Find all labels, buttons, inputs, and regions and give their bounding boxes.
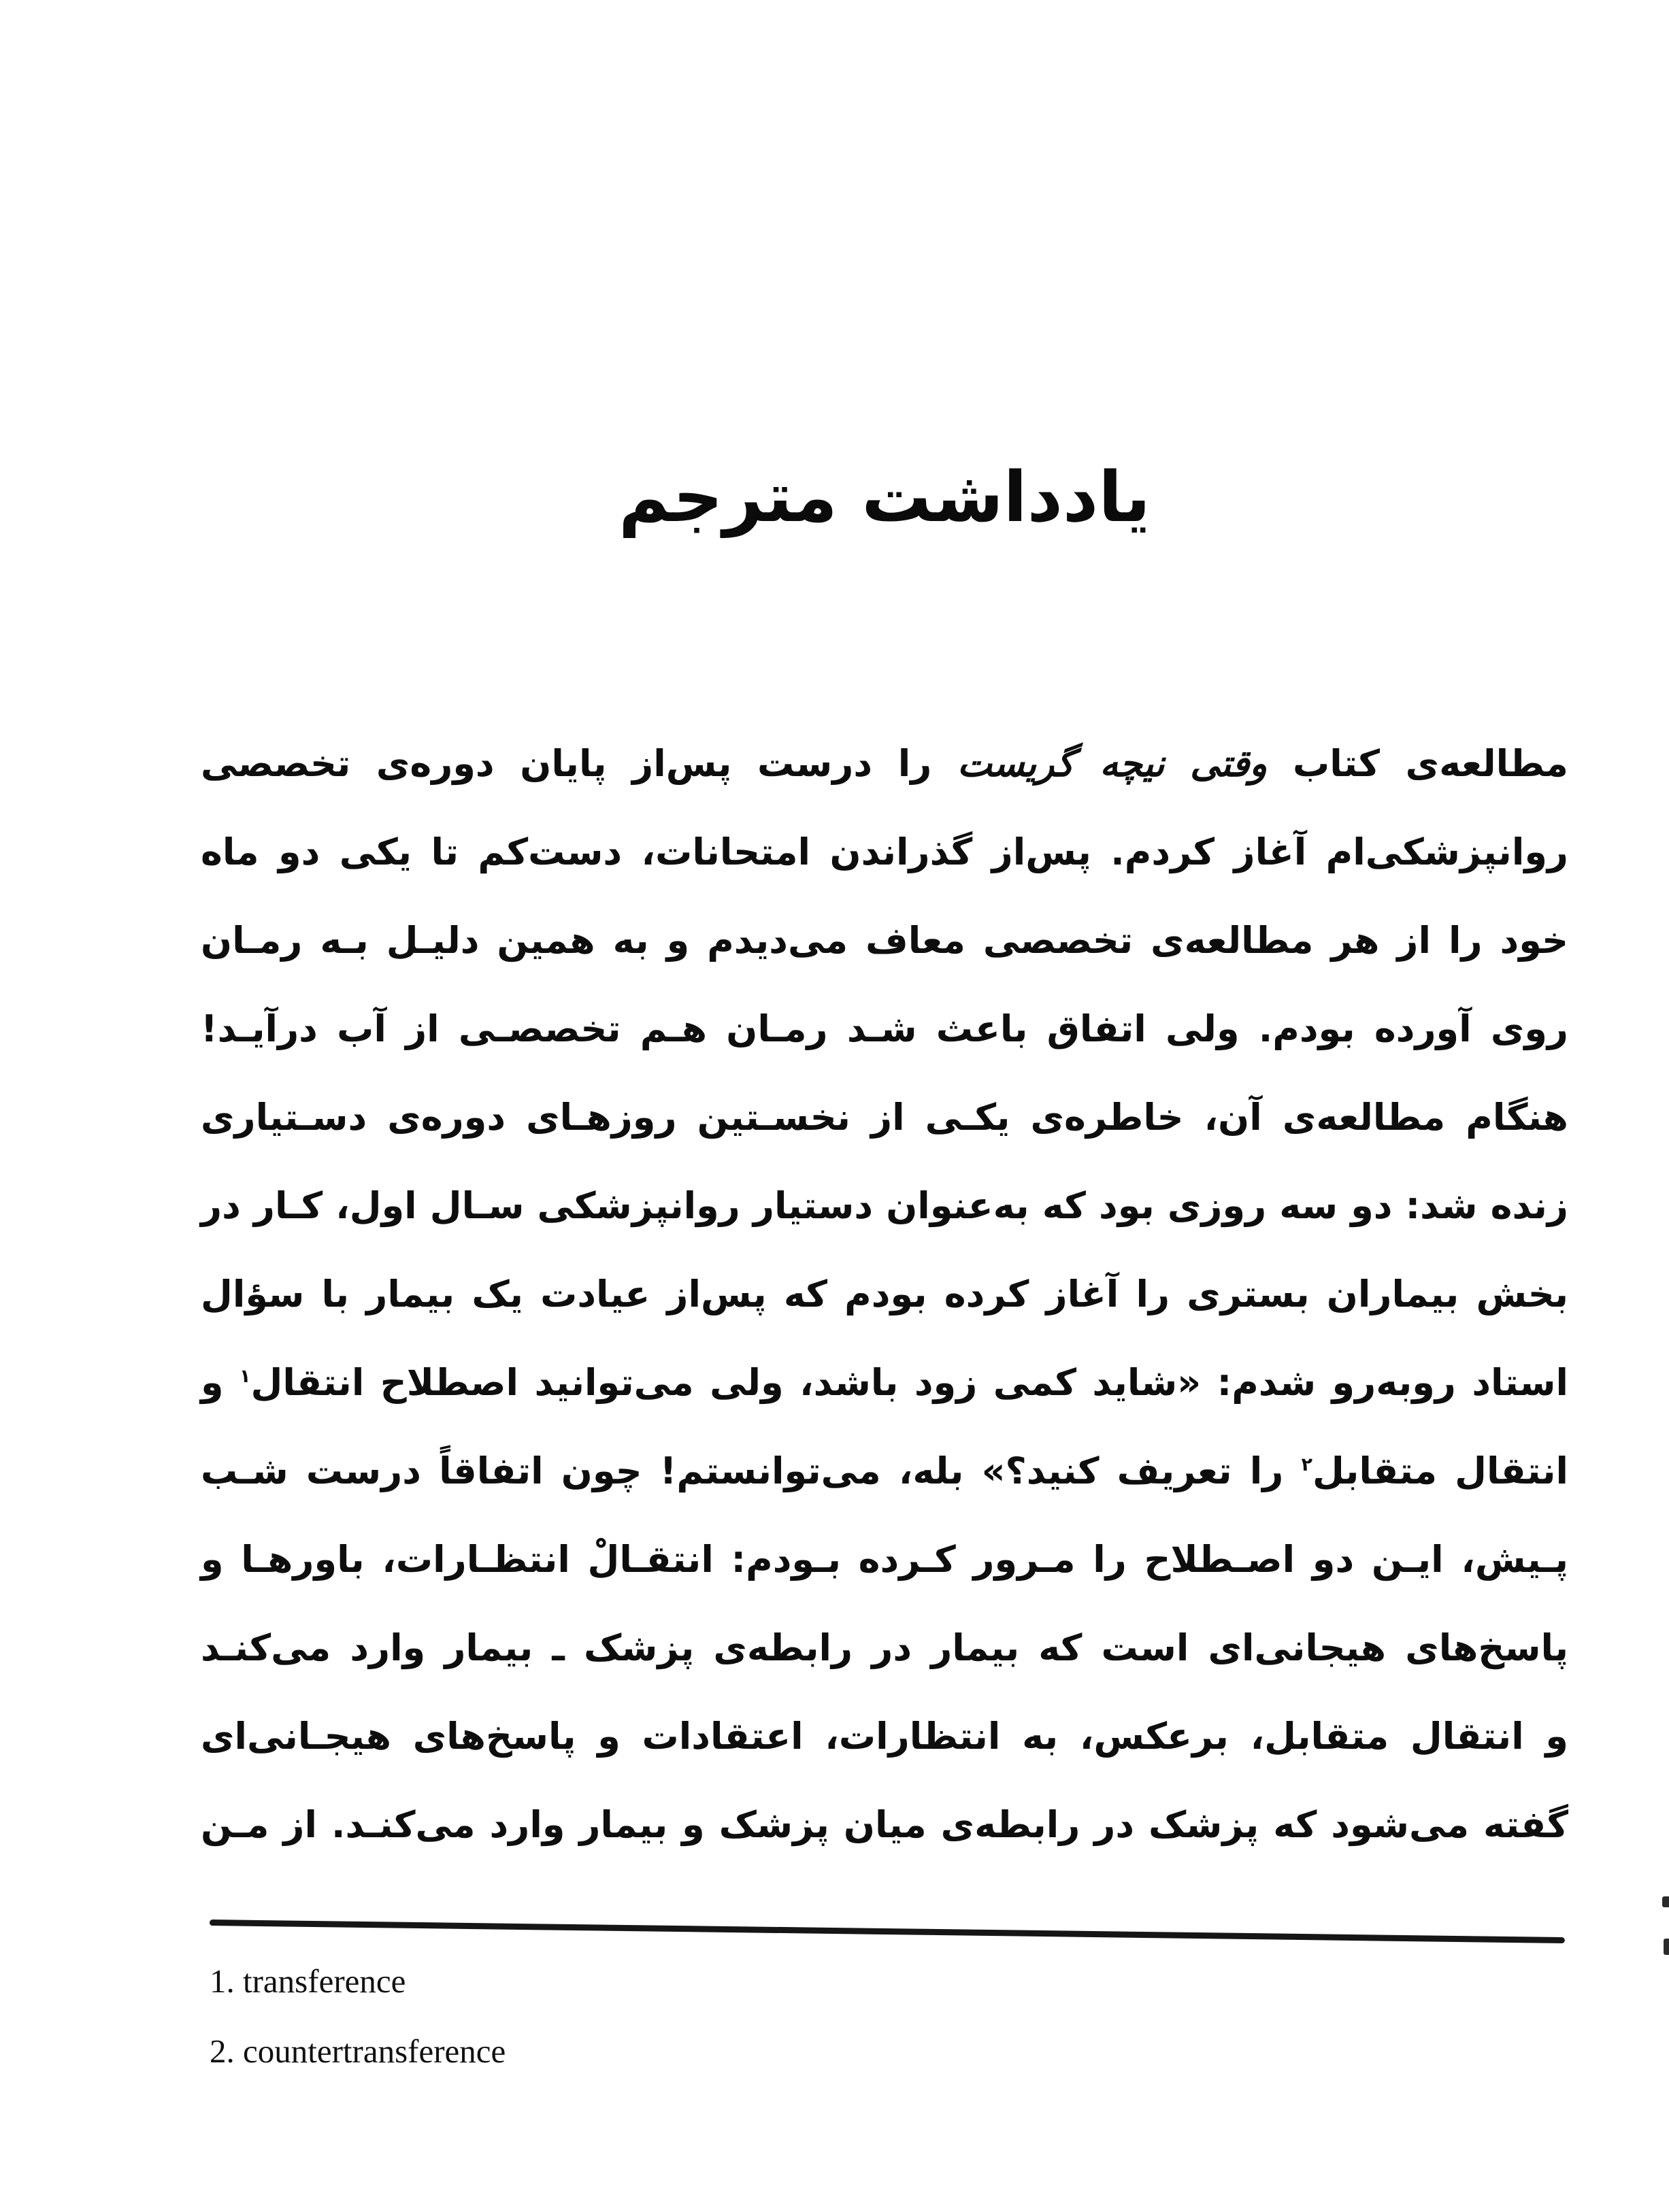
- text-run: را درست پس‌از پایان دوره‌ی تخصصی: [201, 742, 957, 785]
- footnote-marker: ۲: [1301, 1454, 1312, 1475]
- text-line: [201, 808, 1568, 896]
- footnotes: [210, 1962, 506, 2102]
- text-line: [201, 1250, 1568, 1339]
- footnote-separator-rule: [210, 1920, 1565, 1943]
- text-line: [201, 1162, 1568, 1250]
- text-line: [201, 1073, 1568, 1162]
- text-line: [201, 1515, 1568, 1604]
- text-run: بخش بیماران بستری را آغاز کرده بودم که پس‌از عیادت یک بیمار با سؤال: [201, 1273, 1568, 1316]
- scan-edge-artifact: [1664, 1939, 1669, 1955]
- text-line: [201, 1339, 1568, 1427]
- text-run: استاد روبه‌رو شدم: «شاید کمی زود باشد، ولی می‌توانید اصطلاح انتقال: [250, 1361, 1568, 1404]
- body-paragraph: [201, 720, 1568, 1869]
- book-title-italic: وقتی نیچه گریست: [957, 742, 1268, 785]
- text-run: و: [201, 1361, 240, 1404]
- text-line: [201, 1781, 1568, 1869]
- text-line: [201, 1427, 1568, 1515]
- text-run: و انتقال متقابل، برعکس، به انتظارات، اعتقادات و پاسخ‌های هیجـانی‌ای: [201, 1715, 1568, 1758]
- scan-edge-artifact: [1662, 1896, 1669, 1907]
- text-line: [201, 1692, 1568, 1781]
- text-run: روی آورده بودم. ولی اتفاق باعث شـد رمـان هـم تخصصـی از آب درآیـد!: [201, 1007, 1568, 1050]
- text-run: را تعریف کنید؟» بله، می‌توانستم! چون اتفاقاً درست شـب: [201, 1449, 1302, 1492]
- text-run: خود را از هر مطالعه‌ی تخصصی معاف می‌دیدم و به همین دلیـل بـه رمـان: [201, 919, 1568, 962]
- text-run: هنگام مطالعه‌ی آن، خاطره‌ی یکـی از نخسـتین روزهـای دوره‌ی دسـتیاری: [201, 1096, 1568, 1139]
- text-run: زنده شد: دو سه روزی بود که به‌عنوان دستیار روانپزشکی سـال اول، کـار در: [201, 1184, 1568, 1227]
- footnote-marker: ۱: [239, 1366, 251, 1387]
- footnote-item: 2. countertransference: [210, 2032, 506, 2070]
- text-run: انتقال متقابل: [1312, 1449, 1568, 1492]
- text-line: [201, 896, 1568, 985]
- footnote-item: 1. transference: [210, 1962, 406, 2000]
- text-run: گفته می‌شود که پزشک در رابطه‌ی میان پزشک و بیمار وارد می‌کنـد. از مـن: [201, 1803, 1568, 1846]
- text-run: پاسخ‌های هیجانی‌ای است که بیمار در رابطه‌ی پزشک ـ بیمار وارد می‌کنـد: [201, 1626, 1568, 1669]
- text-line: [201, 720, 1568, 808]
- text-run: مطالعه‌ی کتاب: [1267, 742, 1568, 785]
- text-run: پـیش، ایـن دو اصـطلاح را مـرور کـرده بـودم: انتقـالْ انتظـارات، باورهـا و: [201, 1538, 1568, 1581]
- text-line: [201, 985, 1568, 1073]
- page-title: یادداشت مترجم: [618, 457, 1151, 538]
- text-line: [201, 1604, 1568, 1692]
- text-run: روانپزشکی‌ام آغاز کردم. پس‌از گذراندن امتحانات، دست‌کم تا یکی دو ماه: [201, 831, 1568, 873]
